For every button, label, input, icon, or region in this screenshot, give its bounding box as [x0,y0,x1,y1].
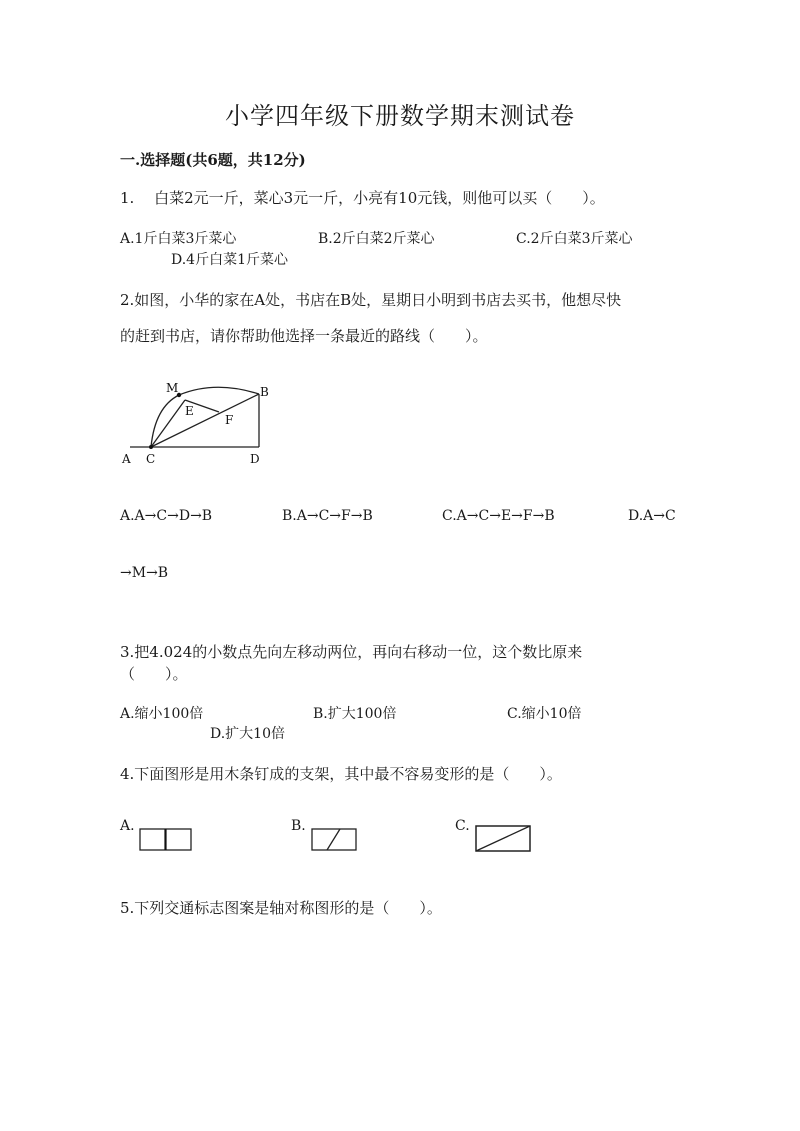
question-4-text: 4.下面图形是用木条钉成的支架，其中最不容易变形的是（ ）。 [120,765,562,783]
question-5-text: 5.下列交通标志图案是轴对称图形的是（ ）。 [120,899,442,917]
q3-option-c: C.缩小10倍 [507,706,582,722]
question-1-text: 1. 白菜2元一斤，菜心3元一斤，小亮有10元钱，则他可以买（ ）。 [120,189,605,207]
q1-option-a: A.1斤白菜3斤菜心 [120,231,237,247]
q3-option-b: B.扩大100倍 [313,706,397,722]
q2-option-b: B.A→C→F→B [282,508,373,524]
point-c [149,445,153,449]
label-m: M [166,381,179,395]
q4-option-b-frame [310,827,360,853]
q1-option-d: D.4斤白菜1斤菜心 [171,252,288,268]
q2-option-d-continued: →M→B [120,565,169,581]
question-3-line-1: 3.把4.024的小数点先向左移动两位，再向右移动一位，这个数比原来 [120,643,583,661]
segment-cfb [151,394,259,447]
q2-option-a: A.A→C→D→B [120,508,213,524]
route-diagram [115,375,275,470]
label-a: A [122,452,131,466]
q4-option-a-label: A. [120,818,135,834]
q1-option-b: B.2斤白菜2斤菜心 [318,231,435,247]
q3-option-d: D.扩大10倍 [210,726,285,742]
question-2-line-2: 的赶到书店，请你帮助他选择一条最近的路线（ ）。 [120,327,488,345]
label-d: D [250,452,260,466]
q1-option-c: C.2斤白菜3斤菜心 [516,231,633,247]
q4-option-c-label: C. [455,818,470,834]
q2-option-c: C.A→C→E→F→B [442,508,555,524]
question-3-line-2: （ ）。 [120,665,188,683]
question-2-line-1: 2.如图，小华的家在A处，书店在B处，星期日小明到书店去买书，他想尽快 [120,291,622,309]
q4-option-c-frame [474,824,534,854]
label-f: F [225,413,234,427]
label-e: E [185,404,194,418]
label-b: B [260,385,269,399]
page-title: 小学四年级下册数学期末测试卷 [225,102,575,130]
q4-option-b-label: B. [291,818,306,834]
arc-cmb [151,387,259,447]
section-heading: 一.选择题(共6题，共12分) [120,151,306,169]
label-c: C [146,452,156,466]
q3-option-a: A.缩小100倍 [120,706,204,722]
q2-option-d: D.A→C [628,508,676,524]
q4-option-a-frame [138,827,194,853]
